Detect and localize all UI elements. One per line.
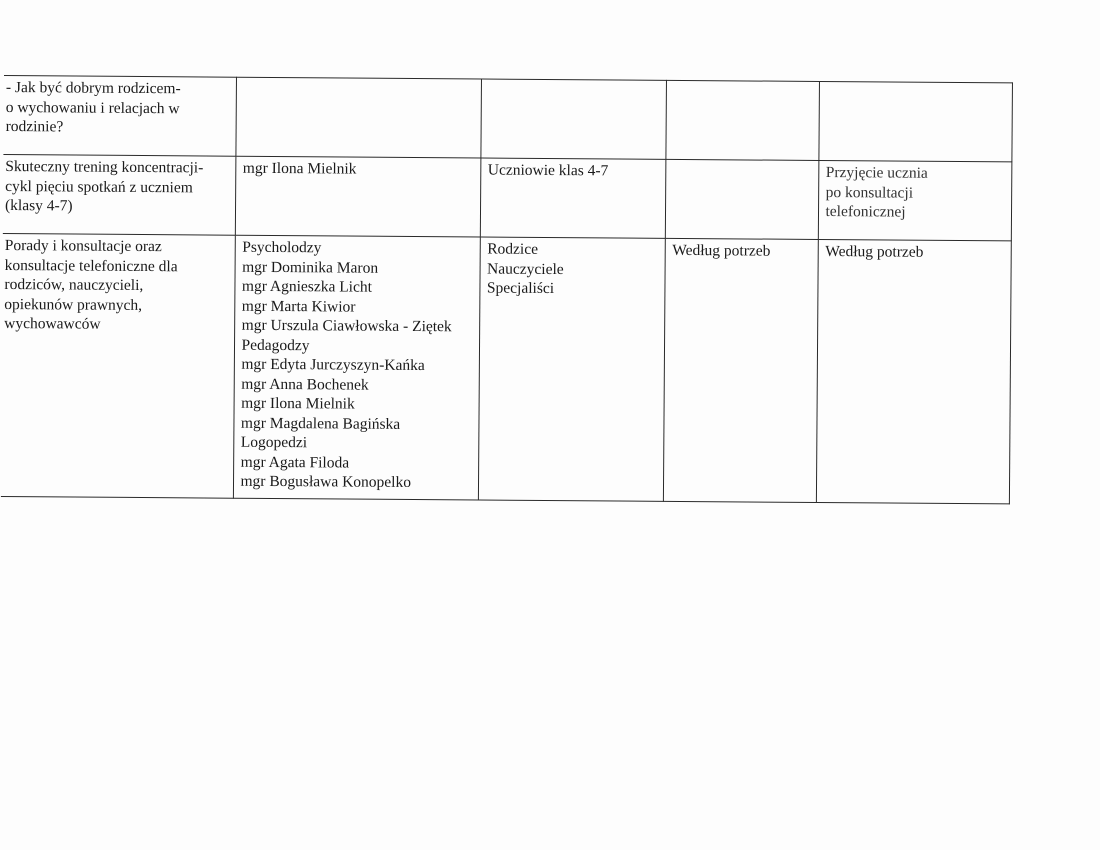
leader-name: mgr Marta Kiwior (241, 297, 356, 316)
leader-name: mgr Edyta Jurczyszyn-Kańka (241, 355, 425, 375)
audience-cell (480, 158, 666, 238)
leader-name: mgr Ilona Mielnik (241, 394, 355, 413)
leaders-cell (233, 235, 480, 500)
leader-name: mgr Agnieszka Licht (241, 277, 373, 296)
time-text: Według potrzeb (672, 241, 771, 260)
notes-text: Przyjęcie ucznia po konsultacji telefonicznej (825, 164, 928, 221)
time-cell (663, 238, 818, 502)
leader-name: mgr Urszula Ciawłowska - Ziętek (241, 316, 452, 336)
schedule-table-wrapper (1, 75, 1013, 504)
leader-name: mgr Ilona Mielnik (242, 159, 357, 178)
table-row (3, 154, 1012, 240)
notes-text: Według potrzeb (825, 243, 924, 261)
time-text (673, 162, 812, 163)
schedule-table (1, 75, 1013, 504)
topic-text: Porady i konsultacje oraz konsultacje telefoniczne dla rodziców, nauczycieli, opiekunów prawnych, wychowawców (4, 237, 178, 333)
notes-text (826, 84, 1005, 85)
topic-cell (1, 233, 235, 498)
audience-cell (480, 79, 666, 159)
leaders-list (243, 159, 474, 180)
notes-cell (818, 81, 1012, 161)
topic-text: Skuteczny trening koncentracji- cykl pięciu spotkań z uczniem (klasy 4-7) (4, 158, 204, 215)
audience-cell (478, 237, 665, 501)
leader-name: mgr Agata Filoda (240, 453, 350, 472)
leader-name: mgr Anna Bochenek (241, 375, 369, 394)
notes-cell (818, 160, 1012, 240)
table-row (1, 233, 1011, 503)
topic-cell (3, 75, 236, 156)
audience-text: Uczniowie klas 4-7 (487, 161, 609, 180)
leaders-cell (235, 156, 481, 237)
leader-name: mgr Dominika Maron (242, 258, 379, 277)
topic-text: - Jak być dobrym rodzicem- o wychowaniu i relacjach w rodzinie? (5, 79, 181, 136)
time-cell (665, 80, 819, 160)
notes-cell (816, 239, 1011, 503)
leader-group-heading: Psycholodzy (242, 238, 322, 257)
leader-group-heading: Logopedzi (240, 433, 308, 452)
audience-text (488, 82, 659, 83)
leaders-list (240, 238, 473, 493)
time-cell (665, 159, 819, 239)
topic-cell (3, 154, 236, 235)
leader-name: mgr Magdalena Bagińska (240, 414, 401, 433)
audience-text: Rodzice Nauczyciele Specjaliści (486, 240, 564, 298)
table-row (3, 75, 1012, 161)
time-text (673, 83, 812, 84)
leaders-cell (235, 77, 481, 158)
leader-group-heading: Pedagodzy (241, 336, 310, 354)
leader-name: mgr Bogusława Konopelko (240, 472, 412, 491)
